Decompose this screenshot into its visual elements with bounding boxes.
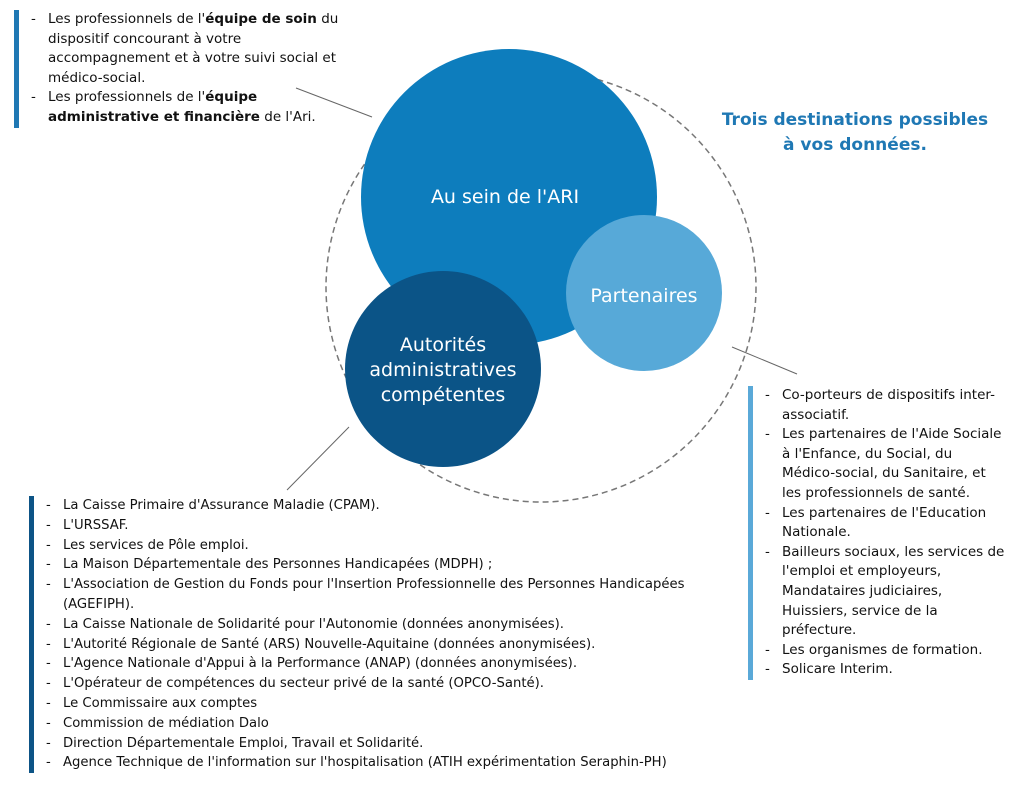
list-item: - La Caisse Primaire d'Assurance Maladie (CPAM). [46, 496, 706, 516]
list-item: - L'Association de Gestion du Fonds pour l'Insertion Professionnelle des Personnes Handicapées (AGEFIPH). [46, 575, 706, 615]
list-item: - Les professionnels de l'équipe de soin du dispositif concourant à votre accompagnement et à votre suivi social et médico-social. [31, 10, 351, 88]
ari-label: Au sein de l'ARI [430, 186, 580, 208]
list-item: - Agence Technique de l'information sur l'hospitalisation (ATIH expérimentation Seraphin-PH) [46, 753, 706, 773]
partners-list [748, 386, 1005, 680]
list-item: - Commission de médiation Dalo [46, 714, 706, 734]
connector-right [732, 347, 797, 374]
list-item: - Les partenaires de l'Aide Sociale à l'Enfance, du Social, du Médico-social, du Sanitaire, et les professionnels de santé. [765, 425, 1005, 503]
list-item: - Les organismes de formation. [765, 641, 1005, 661]
authorities-label: Autorités administratives compétentes [369, 334, 517, 406]
list-item: - Les services de Pôle emploi. [46, 536, 706, 556]
list-item: - La Maison Départementale des Personnes Handicapées (MDPH) ; [46, 555, 706, 575]
authorities-list [29, 496, 706, 773]
list-item: - Co-porteurs de dispositifs inter-associatif. [765, 386, 1005, 425]
tagline: Trois destinations possibles à vos données. [721, 110, 989, 155]
list-item: - L'Opérateur de compétences du secteur privé de la santé (OPCO-Santé). [46, 674, 706, 694]
list-item: - La Caisse Nationale de Solidarité pour l'Autonomie (données anonymisées). [46, 615, 706, 635]
list-item: - Les professionnels de l'équipe administrative et financière de l'Ari. [31, 88, 351, 127]
ari-recipients-list [14, 10, 351, 128]
list-item: - L'URSSAF. [46, 516, 706, 536]
list-item: - Les partenaires de l'Education Nationale. [765, 504, 1005, 543]
connector-bottom [287, 427, 349, 490]
list-item: - L'Autorité Régionale de Santé (ARS) Nouvelle-Aquitaine (données anonymisées). [46, 635, 706, 655]
list-item: - Bailleurs sociaux, les services de l'emploi et employeurs, Mandataires judiciaires, Huissiers, service de la préfecture. [765, 543, 1005, 641]
list-item: - Solicare Interim. [765, 660, 1005, 680]
partners-label: Partenaires [590, 285, 698, 307]
list-item: - Le Commissaire aux comptes [46, 694, 706, 714]
list-item: - Direction Départementale Emploi, Travail et Solidarité. [46, 734, 706, 754]
list-item: - L'Agence Nationale d'Appui à la Performance (ANAP) (données anonymisées). [46, 654, 706, 674]
